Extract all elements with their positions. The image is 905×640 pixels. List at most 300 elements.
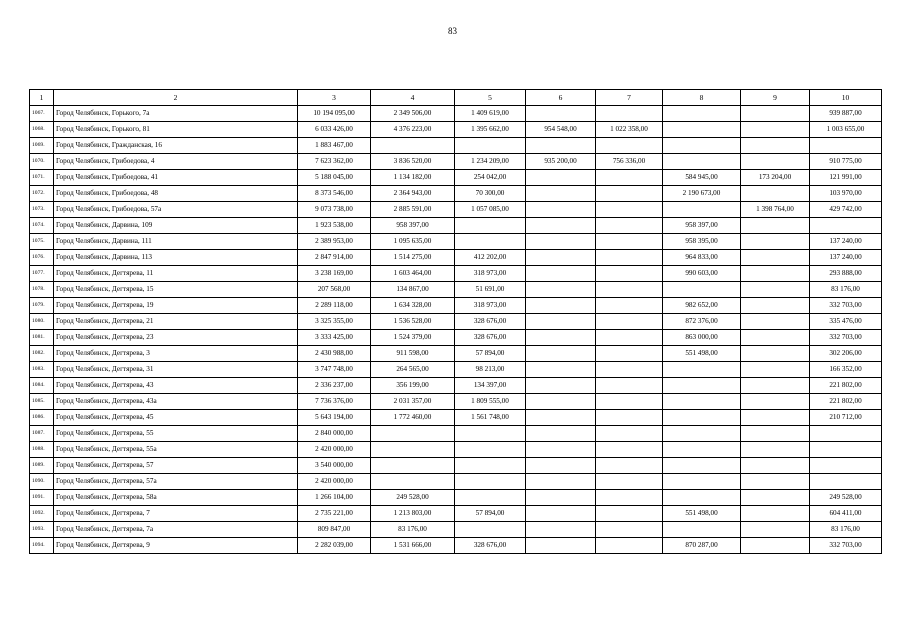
- value-cell: [371, 474, 455, 490]
- row-number-cell: 1078.: [30, 282, 54, 298]
- address-cell: Город Челябинск, Дегтярева, 43: [54, 378, 298, 394]
- value-cell: [526, 282, 596, 298]
- value-cell: [810, 474, 882, 490]
- value-cell: [526, 218, 596, 234]
- value-cell: [455, 138, 526, 154]
- value-cell: 3 333 425,00: [298, 330, 371, 346]
- value-cell: 254 042,00: [455, 170, 526, 186]
- value-cell: 328 676,00: [455, 330, 526, 346]
- value-cell: 4 376 223,00: [371, 122, 455, 138]
- value-cell: 429 742,00: [810, 202, 882, 218]
- value-cell: 958 395,00: [663, 234, 741, 250]
- value-cell: [810, 458, 882, 474]
- value-cell: [741, 250, 810, 266]
- table-row: [30, 362, 882, 378]
- address-cell: Город Челябинск, Дегтярева, 23: [54, 330, 298, 346]
- table-row: [30, 282, 882, 298]
- value-cell: [810, 442, 882, 458]
- value-cell: 332 703,00: [810, 538, 882, 554]
- value-cell: [596, 490, 663, 506]
- value-cell: [741, 138, 810, 154]
- address-cell: Город Челябинск, Дегтярева, 31: [54, 362, 298, 378]
- address-cell: Город Челябинск, Дегтярева, 3: [54, 346, 298, 362]
- value-cell: [526, 298, 596, 314]
- value-cell: [596, 250, 663, 266]
- table-row: [30, 538, 882, 554]
- row-number-cell: 1091.: [30, 490, 54, 506]
- value-cell: 332 703,00: [810, 298, 882, 314]
- value-cell: [596, 522, 663, 538]
- value-cell: 2 840 000,00: [298, 426, 371, 442]
- row-number-cell: 1087.: [30, 426, 54, 442]
- column-header: 5: [455, 90, 526, 106]
- value-cell: 6 033 426,00: [298, 122, 371, 138]
- address-cell: Город Челябинск, Горького, 81: [54, 122, 298, 138]
- value-cell: [741, 154, 810, 170]
- address-cell: Город Челябинск, Дегтярева, 43а: [54, 394, 298, 410]
- value-cell: [455, 490, 526, 506]
- value-cell: 412 202,00: [455, 250, 526, 266]
- address-cell: Город Челябинск, Дегтярева, 55а: [54, 442, 298, 458]
- value-cell: 137 240,00: [810, 234, 882, 250]
- data-table: [29, 89, 882, 554]
- column-header: 7: [596, 90, 663, 106]
- address-cell: Город Челябинск, Грибоедова, 57а: [54, 202, 298, 218]
- table-row: [30, 474, 882, 490]
- value-cell: [741, 186, 810, 202]
- value-cell: 964 833,00: [663, 250, 741, 266]
- value-cell: [663, 426, 741, 442]
- header-row: [30, 90, 882, 106]
- value-cell: [455, 522, 526, 538]
- row-number-cell: 1075.: [30, 234, 54, 250]
- address-cell: Город Челябинск, Дегтярева, 11: [54, 266, 298, 282]
- value-cell: 1 883 467,00: [298, 138, 371, 154]
- value-cell: [526, 538, 596, 554]
- table-row: [30, 330, 882, 346]
- value-cell: [596, 378, 663, 394]
- address-cell: Город Челябинск, Дегтярева, 15: [54, 282, 298, 298]
- row-number-cell: 1067.: [30, 106, 54, 122]
- value-cell: [596, 538, 663, 554]
- value-cell: [663, 458, 741, 474]
- value-cell: 2 364 943,00: [371, 186, 455, 202]
- table-row: [30, 394, 882, 410]
- value-cell: 2 735 221,00: [298, 506, 371, 522]
- value-cell: [663, 122, 741, 138]
- value-cell: [526, 426, 596, 442]
- value-cell: [810, 138, 882, 154]
- value-cell: [663, 522, 741, 538]
- value-cell: 249 528,00: [810, 490, 882, 506]
- table-row: [30, 266, 882, 282]
- table-row: [30, 186, 882, 202]
- row-number-cell: 1084.: [30, 378, 54, 394]
- value-cell: [596, 186, 663, 202]
- value-cell: 2 336 237,00: [298, 378, 371, 394]
- address-cell: Город Челябинск, Дарвина, 113: [54, 250, 298, 266]
- row-number-cell: 1074.: [30, 218, 54, 234]
- row-number-cell: 1089.: [30, 458, 54, 474]
- value-cell: 328 676,00: [455, 538, 526, 554]
- value-cell: [526, 346, 596, 362]
- value-cell: 221 802,00: [810, 378, 882, 394]
- value-cell: [596, 474, 663, 490]
- value-cell: 51 691,00: [455, 282, 526, 298]
- table-body: [30, 106, 882, 554]
- value-cell: [741, 378, 810, 394]
- row-number-cell: 1093.: [30, 522, 54, 538]
- value-cell: [596, 266, 663, 282]
- value-cell: 2 190 673,00: [663, 186, 741, 202]
- value-cell: 809 847,00: [298, 522, 371, 538]
- table-row: [30, 346, 882, 362]
- value-cell: [596, 138, 663, 154]
- value-cell: 1 923 538,00: [298, 218, 371, 234]
- value-cell: 83 176,00: [810, 522, 882, 538]
- value-cell: 1 395 662,00: [455, 122, 526, 138]
- column-header: 2: [54, 90, 298, 106]
- address-cell: Город Челябинск, Дегтярева, 19: [54, 298, 298, 314]
- value-cell: [596, 234, 663, 250]
- value-cell: 604 411,00: [810, 506, 882, 522]
- value-cell: 221 802,00: [810, 394, 882, 410]
- value-cell: 103 970,00: [810, 186, 882, 202]
- value-cell: 1 536 528,00: [371, 314, 455, 330]
- value-cell: [663, 378, 741, 394]
- value-cell: 911 598,00: [371, 346, 455, 362]
- value-cell: 584 945,00: [663, 170, 741, 186]
- page-number: 83: [448, 26, 457, 36]
- value-cell: [810, 426, 882, 442]
- value-cell: [741, 314, 810, 330]
- value-cell: [526, 378, 596, 394]
- value-cell: 1 531 666,00: [371, 538, 455, 554]
- value-cell: 1 213 803,00: [371, 506, 455, 522]
- table-row: [30, 410, 882, 426]
- value-cell: [663, 154, 741, 170]
- address-cell: Город Челябинск, Горького, 7а: [54, 106, 298, 122]
- address-cell: Город Челябинск, Грибоедова, 41: [54, 170, 298, 186]
- value-cell: [741, 298, 810, 314]
- value-cell: [741, 410, 810, 426]
- value-cell: [526, 442, 596, 458]
- row-number-cell: 1081.: [30, 330, 54, 346]
- value-cell: 3 747 748,00: [298, 362, 371, 378]
- row-number-cell: 1088.: [30, 442, 54, 458]
- table-row: [30, 138, 882, 154]
- column-header: 1: [30, 90, 54, 106]
- value-cell: [741, 394, 810, 410]
- value-cell: 328 676,00: [455, 314, 526, 330]
- value-cell: [596, 394, 663, 410]
- value-cell: 1 603 464,00: [371, 266, 455, 282]
- value-cell: [741, 522, 810, 538]
- value-cell: 1 057 085,00: [455, 202, 526, 218]
- value-cell: [663, 442, 741, 458]
- value-cell: 3 238 169,00: [298, 266, 371, 282]
- value-cell: [596, 330, 663, 346]
- table-row: [30, 250, 882, 266]
- address-cell: Город Челябинск, Дегтярева, 57а: [54, 474, 298, 490]
- row-number-cell: 1070.: [30, 154, 54, 170]
- value-cell: 1 514 275,00: [371, 250, 455, 266]
- value-cell: [526, 362, 596, 378]
- value-cell: [526, 138, 596, 154]
- value-cell: [596, 314, 663, 330]
- row-number-cell: 1085.: [30, 394, 54, 410]
- value-cell: [741, 282, 810, 298]
- value-cell: [371, 458, 455, 474]
- value-cell: [596, 106, 663, 122]
- value-cell: [526, 250, 596, 266]
- value-cell: 1 134 182,00: [371, 170, 455, 186]
- value-cell: [596, 346, 663, 362]
- value-cell: [741, 506, 810, 522]
- value-cell: 2 430 988,00: [298, 346, 371, 362]
- value-cell: 2 420 000,00: [298, 442, 371, 458]
- value-cell: 939 887,00: [810, 106, 882, 122]
- value-cell: 2 847 914,00: [298, 250, 371, 266]
- value-cell: 302 206,00: [810, 346, 882, 362]
- value-cell: [596, 362, 663, 378]
- value-cell: 756 336,00: [596, 154, 663, 170]
- value-cell: [741, 474, 810, 490]
- value-cell: 134 867,00: [371, 282, 455, 298]
- table-row: [30, 234, 882, 250]
- value-cell: 356 199,00: [371, 378, 455, 394]
- value-cell: [596, 426, 663, 442]
- value-cell: 173 204,00: [741, 170, 810, 186]
- row-number-cell: 1083.: [30, 362, 54, 378]
- row-number-cell: 1094.: [30, 538, 54, 554]
- row-number-cell: 1073.: [30, 202, 54, 218]
- value-cell: [526, 458, 596, 474]
- value-cell: 121 991,00: [810, 170, 882, 186]
- value-cell: [526, 202, 596, 218]
- address-cell: Город Челябинск, Дегтярева, 21: [54, 314, 298, 330]
- value-cell: 70 300,00: [455, 186, 526, 202]
- column-header: 3: [298, 90, 371, 106]
- row-number-cell: 1086.: [30, 410, 54, 426]
- table-row: [30, 170, 882, 186]
- value-cell: [596, 442, 663, 458]
- value-cell: [663, 282, 741, 298]
- value-cell: [596, 170, 663, 186]
- value-cell: 134 397,00: [455, 378, 526, 394]
- value-cell: [663, 410, 741, 426]
- value-cell: [596, 282, 663, 298]
- address-cell: Город Челябинск, Дарвина, 111: [54, 234, 298, 250]
- value-cell: 1 022 358,00: [596, 122, 663, 138]
- value-cell: 1 524 379,00: [371, 330, 455, 346]
- column-header: 10: [810, 90, 882, 106]
- value-cell: 137 240,00: [810, 250, 882, 266]
- value-cell: 1 398 764,00: [741, 202, 810, 218]
- table-row: [30, 458, 882, 474]
- value-cell: [741, 362, 810, 378]
- value-cell: 335 476,00: [810, 314, 882, 330]
- value-cell: 990 603,00: [663, 266, 741, 282]
- value-cell: 83 176,00: [371, 522, 455, 538]
- value-cell: 1 561 748,00: [455, 410, 526, 426]
- value-cell: 2 389 953,00: [298, 234, 371, 250]
- value-cell: 3 836 520,00: [371, 154, 455, 170]
- table-row: [30, 106, 882, 122]
- column-header: 4: [371, 90, 455, 106]
- table-row: [30, 490, 882, 506]
- value-cell: 2 349 506,00: [371, 106, 455, 122]
- value-cell: 910 775,00: [810, 154, 882, 170]
- value-cell: 8 373 546,00: [298, 186, 371, 202]
- value-cell: [526, 266, 596, 282]
- value-cell: 5 188 045,00: [298, 170, 371, 186]
- value-cell: 318 973,00: [455, 266, 526, 282]
- value-cell: [596, 202, 663, 218]
- value-cell: [526, 170, 596, 186]
- value-cell: [526, 490, 596, 506]
- value-cell: 958 397,00: [371, 218, 455, 234]
- value-cell: 83 176,00: [810, 282, 882, 298]
- column-header: 9: [741, 90, 810, 106]
- table-row: [30, 122, 882, 138]
- row-number-cell: 1090.: [30, 474, 54, 490]
- value-cell: [663, 474, 741, 490]
- table-row: [30, 522, 882, 538]
- value-cell: [455, 426, 526, 442]
- table-row: [30, 426, 882, 442]
- value-cell: 2 282 039,00: [298, 538, 371, 554]
- row-number-cell: 1082.: [30, 346, 54, 362]
- value-cell: [596, 506, 663, 522]
- value-cell: 249 528,00: [371, 490, 455, 506]
- value-cell: 551 498,00: [663, 346, 741, 362]
- value-cell: [455, 218, 526, 234]
- value-cell: [455, 442, 526, 458]
- value-cell: 57 894,00: [455, 346, 526, 362]
- row-number-cell: 1069.: [30, 138, 54, 154]
- value-cell: [371, 442, 455, 458]
- value-cell: [526, 314, 596, 330]
- value-cell: [741, 266, 810, 282]
- address-cell: Город Челябинск, Дегтярева, 7а: [54, 522, 298, 538]
- value-cell: [663, 138, 741, 154]
- value-cell: [371, 138, 455, 154]
- row-number-cell: 1072.: [30, 186, 54, 202]
- address-cell: Город Челябинск, Грибоедова, 4: [54, 154, 298, 170]
- value-cell: [526, 186, 596, 202]
- table-row: [30, 506, 882, 522]
- value-cell: [663, 394, 741, 410]
- value-cell: 98 213,00: [455, 362, 526, 378]
- table-row: [30, 298, 882, 314]
- value-cell: 870 287,00: [663, 538, 741, 554]
- value-cell: [596, 298, 663, 314]
- value-cell: 57 894,00: [455, 506, 526, 522]
- value-cell: 2 031 357,00: [371, 394, 455, 410]
- value-cell: 958 397,00: [663, 218, 741, 234]
- address-cell: Город Челябинск, Гражданская, 16: [54, 138, 298, 154]
- value-cell: [526, 522, 596, 538]
- value-cell: [663, 106, 741, 122]
- value-cell: [810, 218, 882, 234]
- value-cell: [455, 234, 526, 250]
- table-row: [30, 154, 882, 170]
- value-cell: 10 194 095,00: [298, 106, 371, 122]
- value-cell: 166 352,00: [810, 362, 882, 378]
- value-cell: [663, 362, 741, 378]
- value-cell: [371, 426, 455, 442]
- value-cell: [526, 410, 596, 426]
- address-cell: Город Челябинск, Дегтярева, 7: [54, 506, 298, 522]
- address-cell: Город Челябинск, Дегтярева, 45: [54, 410, 298, 426]
- value-cell: [526, 506, 596, 522]
- address-cell: Город Челябинск, Дегтярева, 58а: [54, 490, 298, 506]
- value-cell: [741, 346, 810, 362]
- address-cell: Город Челябинск, Дарвина, 109: [54, 218, 298, 234]
- address-cell: Город Челябинск, Дегтярева, 57: [54, 458, 298, 474]
- value-cell: [741, 330, 810, 346]
- value-cell: 1 234 209,00: [455, 154, 526, 170]
- value-cell: [741, 490, 810, 506]
- value-cell: 3 325 355,00: [298, 314, 371, 330]
- value-cell: 863 000,00: [663, 330, 741, 346]
- value-cell: 2 289 118,00: [298, 298, 371, 314]
- row-number-cell: 1079.: [30, 298, 54, 314]
- value-cell: 1 409 619,00: [455, 106, 526, 122]
- value-cell: [526, 394, 596, 410]
- value-cell: [741, 106, 810, 122]
- row-number-cell: 1076.: [30, 250, 54, 266]
- table-row: [30, 442, 882, 458]
- row-number-cell: 1071.: [30, 170, 54, 186]
- address-cell: Город Челябинск, Дегтярева, 55: [54, 426, 298, 442]
- value-cell: [596, 218, 663, 234]
- value-cell: 1 095 635,00: [371, 234, 455, 250]
- value-cell: [741, 218, 810, 234]
- value-cell: [663, 490, 741, 506]
- row-number-cell: 1068.: [30, 122, 54, 138]
- value-cell: 551 498,00: [663, 506, 741, 522]
- value-cell: [596, 410, 663, 426]
- address-cell: Город Челябинск, Грибоедова, 48: [54, 186, 298, 202]
- value-cell: [526, 474, 596, 490]
- value-cell: 1 809 555,00: [455, 394, 526, 410]
- value-cell: 1 772 460,00: [371, 410, 455, 426]
- table-row: [30, 378, 882, 394]
- value-cell: 2 885 591,00: [371, 202, 455, 218]
- value-cell: [526, 330, 596, 346]
- value-cell: 2 420 000,00: [298, 474, 371, 490]
- address-cell: Город Челябинск, Дегтярева, 9: [54, 538, 298, 554]
- value-cell: 210 712,00: [810, 410, 882, 426]
- value-cell: 1 634 328,00: [371, 298, 455, 314]
- value-cell: 872 376,00: [663, 314, 741, 330]
- row-number-cell: 1092.: [30, 506, 54, 522]
- value-cell: [526, 106, 596, 122]
- value-cell: [741, 426, 810, 442]
- value-cell: [455, 458, 526, 474]
- value-cell: [663, 202, 741, 218]
- value-cell: 9 073 738,00: [298, 202, 371, 218]
- value-cell: [596, 458, 663, 474]
- value-cell: 7 623 362,00: [298, 154, 371, 170]
- value-cell: 982 652,00: [663, 298, 741, 314]
- value-cell: 293 888,00: [810, 266, 882, 282]
- value-cell: [741, 442, 810, 458]
- table-row: [30, 218, 882, 234]
- column-header: 8: [663, 90, 741, 106]
